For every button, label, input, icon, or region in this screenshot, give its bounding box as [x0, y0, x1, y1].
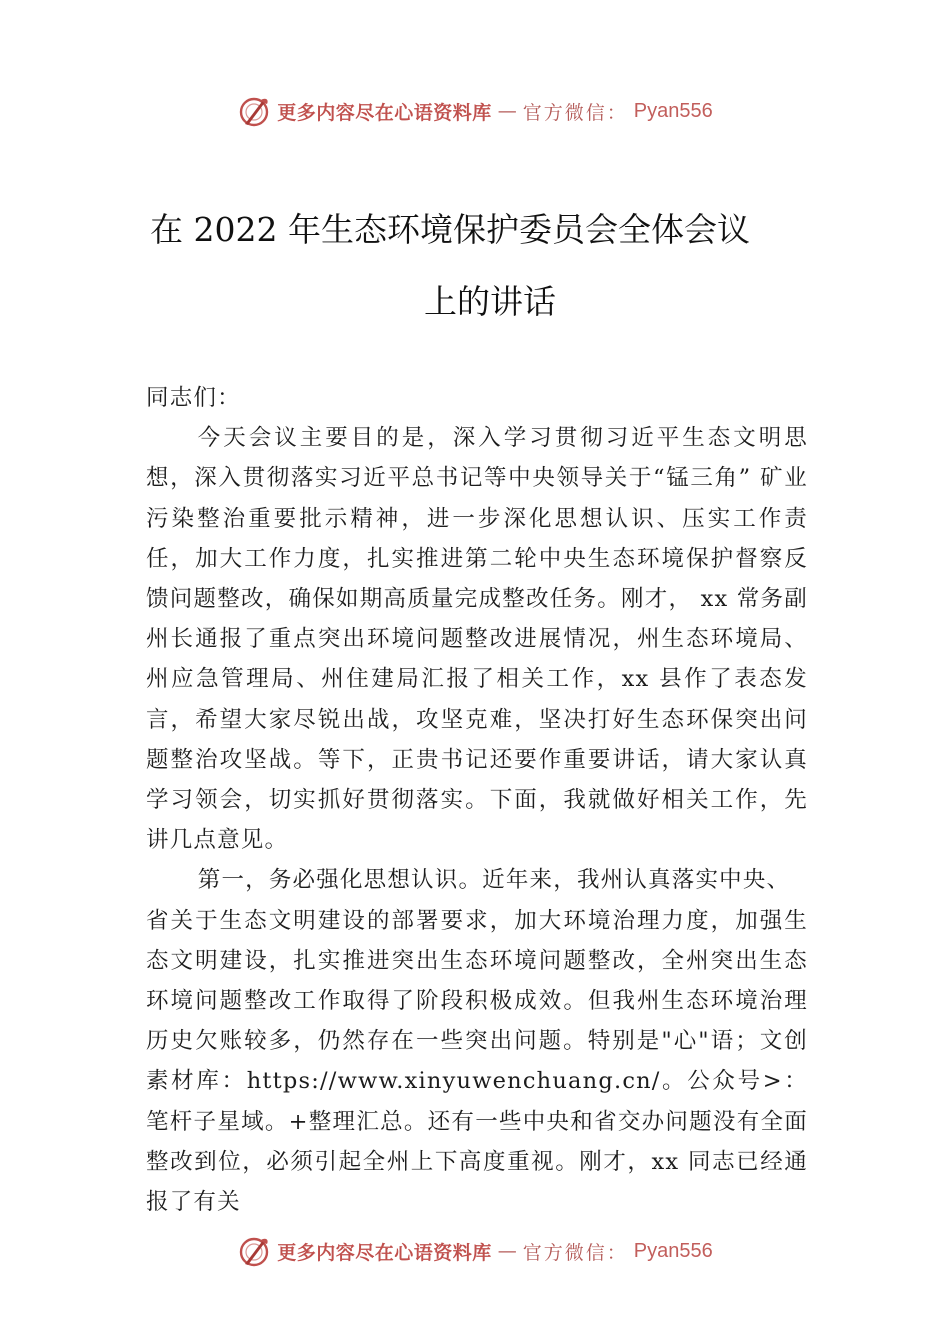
header-banner [0, 94, 950, 128]
footer-banner [0, 1234, 950, 1268]
banner-title: 更多内容尽在心语资料库 [277, 101, 492, 124]
footer-banner-wechat-id: Pyan556 [633, 1239, 713, 1262]
footer-banner-separator: — [497, 1240, 517, 1262]
footer-banner-title: 更多内容尽在心语资料库 [277, 1241, 492, 1264]
paragraph-point-one-heading: 第一，务必强化思想认识。近年来，我州认真落实中央、 [197, 867, 791, 894]
paragraph-intro: 今天会议主要目的是，深入学习贯彻习近平生态文明思想，深入贯彻落实习近平总书记等中央领导关于“锰三角” 矿业污染整治重要批示精神，进一步深化思想认识、压实工作责任，加大工作力度，扎实推进第二轮中央生态环境保护督察反馈问题整改，确保如期高质量完成整改任务。刚才， xx 常务副州长通报了重点突出环境问题整改进展情况，州生态环境局、州应急管理局、州住建局汇报了相关工作，xx 县作了表态发言，希望大家尽锐出战，攻坚克难，坚决打好生态环保突出问题整治攻坚战。等下，正贵书记还要作重要讲话，请大家认真学习领会，切实抓好贯彻落实。下面，我就做好相关工作，先讲几点意见。 [146, 425, 808, 854]
banner-wechat-label: 官方微信： [522, 101, 628, 124]
document-title-line2: 上的讲话 [424, 282, 556, 321]
paragraph-point-one-body: 省关于生态文明建设的部署要求，加大环境治理力度，加强生态文明建设，扎实推进突出生态环境问题整改，全州突出生态环境问题整改工作取得了阶段积极成效。但我州生态环境治理历史欠账较多，仍然存在一些突出问题。特别是"心"语；文创素材库：https://www.xinyuwenchuang.cn/。公众号>：笔杆子星域。+整理汇总。还有一些中央和省交办问题没有全面整改到位，必须引起全州上下高度重视。刚才，xx 同志已经通报了有关 [146, 907, 808, 1216]
quill-seal-logo-icon [237, 94, 271, 128]
banner-separator: — [497, 100, 517, 122]
salutation: 同志们： [146, 385, 241, 411]
document-title-line1: 在 2022 年生态环境保护委员会全体会议 [150, 210, 750, 249]
quill-seal-logo-icon [237, 1234, 271, 1268]
footer-banner-wechat-label: 官方微信： [522, 1241, 628, 1264]
document-body [146, 378, 808, 1222]
banner-wechat-id: Pyan556 [633, 99, 713, 122]
